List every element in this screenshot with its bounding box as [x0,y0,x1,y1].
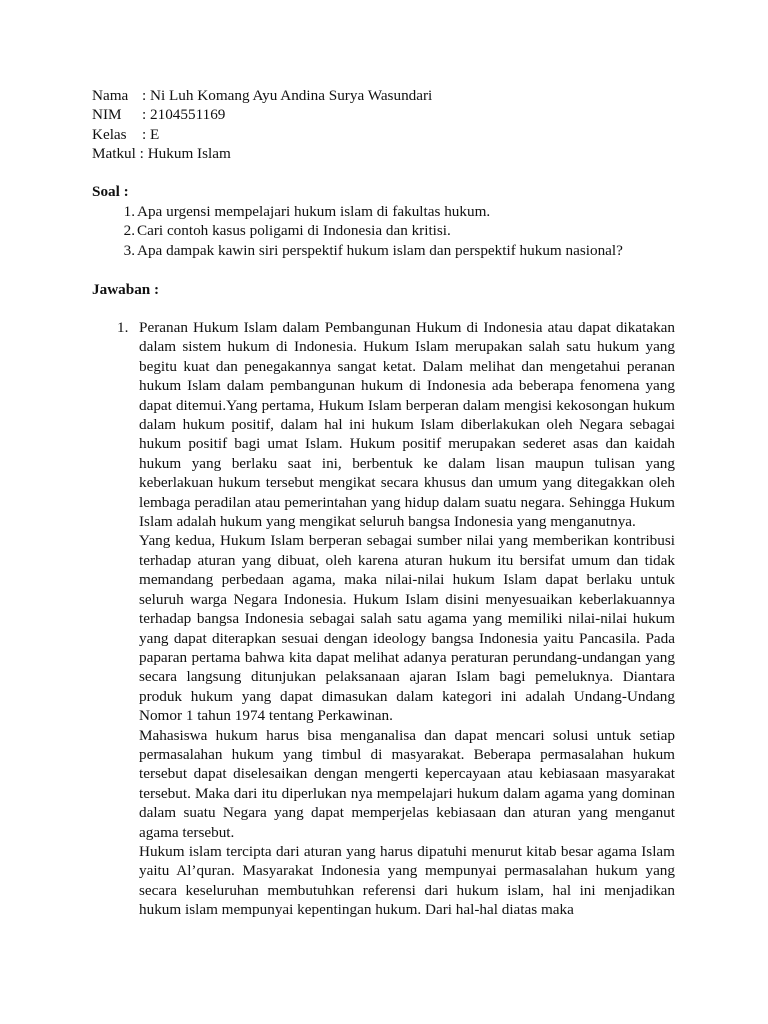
answer-number: 1. [117,319,129,336]
list-item [92,221,623,240]
nim-row [92,105,432,124]
name-row [92,86,432,105]
nim-value: : 2104551169 [142,106,226,124]
name-value: : Ni Luh Komang Ayu Andina Surya Wasundari [142,87,433,104]
answers-heading: Jawaban : [92,281,160,298]
question-number: 2. [123,222,135,240]
student-identity-block [92,86,432,163]
list-item [92,241,623,260]
answer-paragraph: Mahasiswa hukum harus bisa menganalisa dan dapat mencari solusi untuk setiap permasalahan hukum yang timbul di masyarakat. Beberapa permasalahan hukum tersebut dapat diselesaikan dengan mengerti kepercayaan atau kebiasaan masyarakat tersebut. Maka dari itu diperlukan nya mempelajari hukum dalam agama yang dominan dalam suatu Negara yang dapat memperjelas kebiasaan dan aturan yang menganut agama tersebut. [139,726,675,841]
class-label: Kelas [92,125,127,143]
answer-paragraph: Peranan Hukum Islam dalam Pembangunan Hukum di Indonesia atau dapat dikatakan dalam sistem hukum di Indonesia. Hukum Islam merupakan salah satu hukum yang begitu kuat dan penegakannya sangat ketat. Dalam melihat dan mengetahui peranan hukum Islam dalam pembangunan hukum di Indonesia ada beberapa fenomena yang dapat ditemui.Yang pertama, Hukum Islam berperan dalam mengisi kekosongan hukum dalam hukum positif, dalam hal ini hukum Islam diberlakukan oleh Negara sebagai hukum positif bagi umat Islam. Hukum positif merupakan sederet asas dan kaidah hukum yang berlaku saat ini, berbentuk ke dalam lisan maupun tulisan yang keberlakuan hukum tersebut mengikat secara khusus dan umum yang ditegakkan oleh lembaga peradilan atau pemerintahan yang hidup dalam suatu negara. Sehingga Hukum Islam adalah hukum yang mengikat seluruh bangsa Indonesia yang menganutnya. [139,319,675,531]
question-list [92,202,623,260]
question-text: Cari contoh kasus poligami di Indonesia dan kritisi. [137,222,451,240]
nim-label: NIM [92,106,122,124]
question-text: Apa dampak kawin siri perspektif hukum islam dan perspektif hukum nasional? [137,241,623,259]
list-item [92,202,623,221]
course-value: : Hukum Islam [135,144,231,162]
question-number: 3. [123,241,135,259]
question-text: Apa urgensi mempelajari hukum islam di fakultas hukum. [137,203,491,220]
name-label: Nama [92,87,129,104]
course-label: Matkul [92,144,136,162]
class-value: : E [142,125,160,143]
class-row [92,125,432,144]
question-number: 1. [123,203,135,220]
course-row [92,144,432,163]
answer-body [139,318,675,920]
answer-paragraph: Yang kedua, Hukum Islam berperan sebagai sumber nilai yang memberikan kontribusi terhadap aturan yang dibuat, oleh karena aturan hukum itu bersifat umum dan tidak memandang perbedaan agama, maka nilai-nilai hukum Islam dapat berlaku untuk seluruh warga Negara Indonesia. Hukum Islam disini menyesuaikan keberlakuannya terhadap bangsa Indonesia sebagai salah satu agama yang memiliki nilai-nilai hukum yang dapat diterapkan sesuai dengan ideology bangsa Indonesia yaitu Pancasila. Pada paparan pertama bahwa kita dapat melihat adanya peraturan perundang-undangan yang secara langsung ditunjukan pelaksanaan ajaran Islam bagi pemeluknya. Diantara produk hukum yang dapat dimasukan dalam kategori ini adalah Undang-Undang Nomor 1 tahun 1974 tentang Perkawinan. [139,532,675,725]
answer-paragraph: Hukum islam tercipta dari aturan yang harus dipatuhi menurut kitab besar agama Islam yaitu Al’quran. Masyarakat Indonesia yang mempunyai permasalahan hukum yang secara keseluruhan membutuhkan referensi dari hukum islam, hal ini menjadikan hukum islam mempunyai kepentingan hukum. Dari hal-hal diatas maka [139,842,675,919]
questions-heading: Soal : [92,183,129,200]
